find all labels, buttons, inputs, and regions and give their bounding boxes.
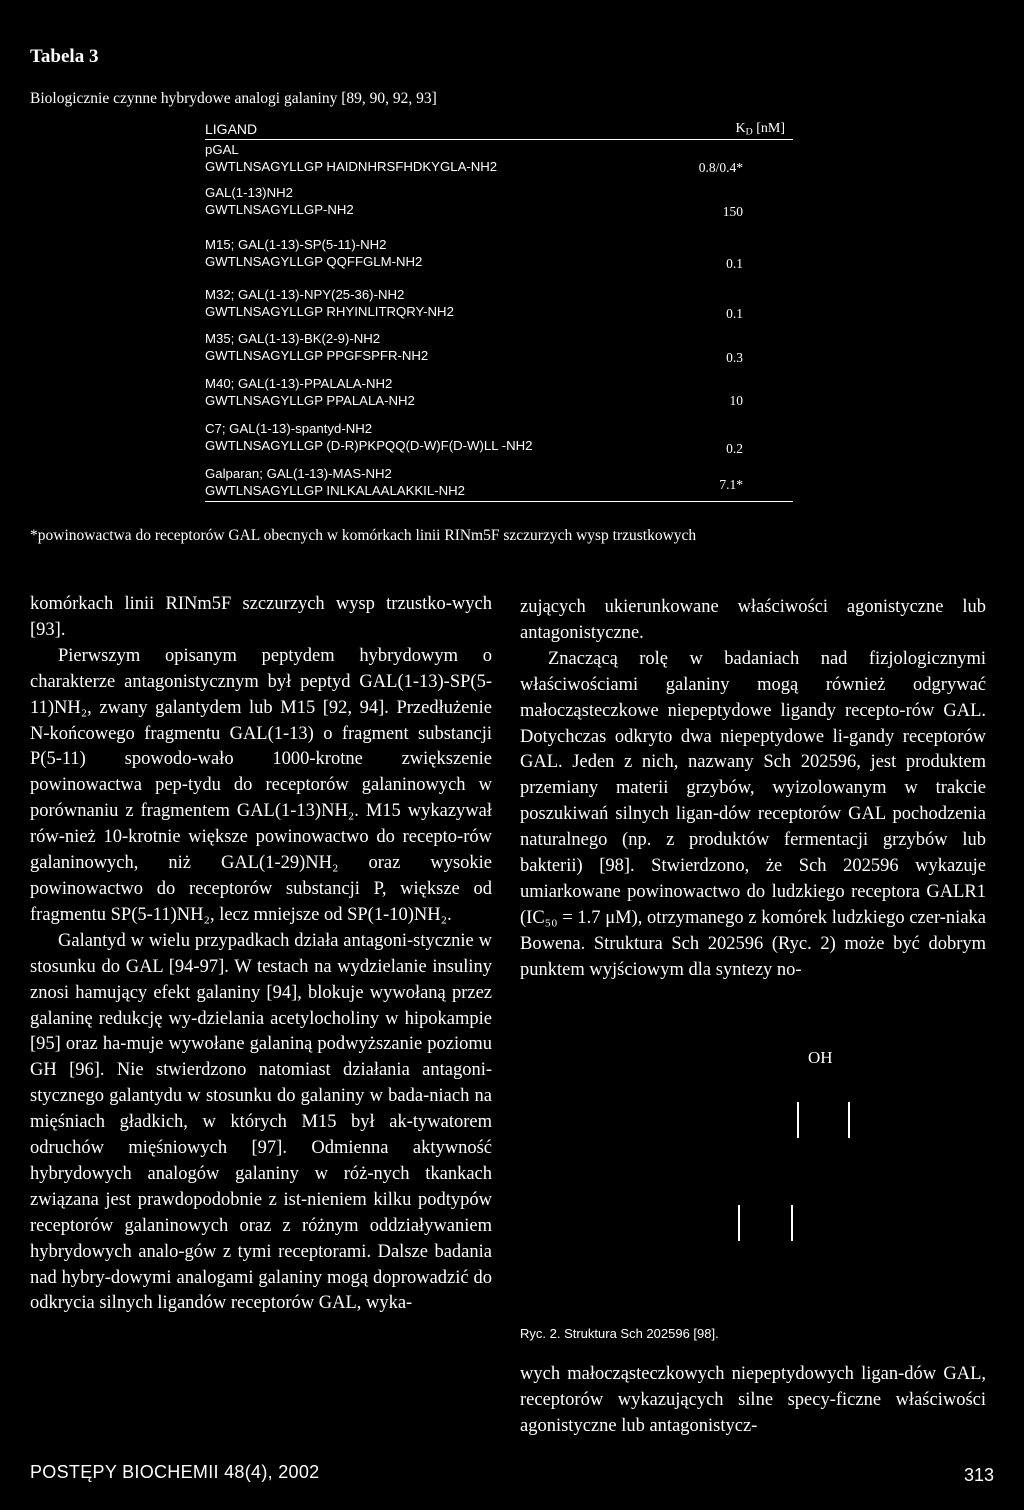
row-kd-value: 0.1 bbox=[726, 306, 743, 321]
row-sequence: GWTLNSAGYLLGP RHYINLITRQRY-NH2 bbox=[205, 304, 454, 319]
row-kd-value: 150 bbox=[722, 204, 743, 219]
table-row bbox=[205, 465, 793, 499]
row-sequence: GWTLNSAGYLLGP PPALALA-NH2 bbox=[205, 393, 415, 408]
table-row bbox=[205, 184, 793, 218]
row-sequence: GWTLNSAGYLLGP PPGFSPFR-NH2 bbox=[205, 348, 429, 363]
table-row bbox=[205, 286, 793, 320]
row-sequence: GWTLNSAGYLLGP QQFFGLM-NH2 bbox=[205, 254, 423, 269]
page-number: 313 bbox=[963, 1465, 994, 1485]
journal-footer: POSTĘPY BIOCHEMII 48(4), 2002 bbox=[30, 1462, 320, 1482]
right-column-continued bbox=[520, 1362, 986, 1440]
chemical-structure-figure bbox=[780, 1040, 900, 1320]
row-sequence: GWTLNSAGYLLGP INLKALAALAKKIL-NH2 bbox=[205, 483, 465, 498]
header-ligand: LIGAND bbox=[205, 121, 258, 137]
row-label: pGAL bbox=[205, 142, 239, 157]
row-sequence: GWTLNSAGYLLGP-NH2 bbox=[205, 202, 354, 217]
table-rule-bottom bbox=[205, 501, 793, 502]
row-label: M35; GAL(1-13)-BK(2-9)-NH2 bbox=[205, 331, 381, 346]
row-label: GAL(1-13)NH2 bbox=[205, 185, 293, 200]
table-caption: Biologicznie czynne hybrydowe analogi galaniny [89, 90, 92, 93] bbox=[30, 90, 437, 107]
row-kd-value: 0.2 bbox=[726, 441, 743, 456]
row-kd-value: 0.8/0.4* bbox=[698, 160, 743, 175]
row-label: M15; GAL(1-13)-SP(5-11)-NH2 bbox=[205, 237, 387, 252]
row-kd-value: 7.1* bbox=[719, 477, 743, 492]
row-label: M40; GAL(1-13)-PPALALA-NH2 bbox=[205, 376, 393, 391]
paragraph: Pierwszym opisanym peptydem hybrydowym o charakterze antagonistycznym był peptyd GAL(1-13)-SP(5-11)NH₂, zwany galantydem lub M15 [92, 94]. Przedłużenie N-końcowego fragmentu GAL(1-13) o fragment substancji P(5-11) spowodo-wało 1000-krotne zwiększenie powinowactwa pep-tydu do receptorów galaninowych w porównaniu z fragmentem GAL(1-13)NH₂. M15 wykazywał rów-nież 10-krotnie większe powinowactwo do recepto-rów galaninowych, niż GAL(1-29)NH₂ oraz wysokie powinowactwo do receptorów substancji P, większe od fragmentu SP(5-11)NH₂, lecz mniejsze od SP(1-10)NH₂. bbox=[30, 645, 492, 925]
bond-line bbox=[738, 1205, 740, 1241]
row-sequence: GWTLNSAGYLLGP HAIDNHRSFHDKYGLA-NH2 bbox=[205, 159, 498, 174]
bond-line bbox=[797, 1102, 799, 1138]
oh-label: OH bbox=[808, 1048, 833, 1067]
bond-line bbox=[791, 1205, 793, 1241]
figure-caption: Ryc. 2. Struktura Sch 202596 [98]. bbox=[520, 1326, 719, 1341]
paragraph: wych małocząsteczkowych niepeptydowych ligan-dów GAL, receptorów wykazujących silne specy-ficzne właściwości agonistyczne lub antagonistycz- bbox=[520, 1364, 986, 1436]
row-label: Galparan; GAL(1-13)-MAS-NH2 bbox=[205, 466, 392, 481]
row-kd-value: 10 bbox=[729, 393, 743, 408]
row-kd-value: 0.3 bbox=[726, 350, 743, 365]
row-label: C7; GAL(1-13)-spantyd-NH2 bbox=[205, 421, 373, 436]
right-column bbox=[520, 595, 986, 984]
bond-line bbox=[848, 1102, 850, 1138]
header-kd: $K_D$ [nM] bbox=[735, 121, 785, 138]
row-sequence: GWTLNSAGYLLGP (D-R)PKPQQ(D-W)F(D-W)LL -NH2 bbox=[205, 438, 533, 453]
paragraph: komórkach linii RINm5F szczurzych wysp trzustko-wych [93]. bbox=[30, 594, 492, 640]
table-rule-top bbox=[205, 139, 793, 140]
row-label: M32; GAL(1-13)-NPY(25-36)-NH2 bbox=[205, 287, 405, 302]
paragraph: zujących ukierunkowane właściwości agonistyczne lub antagonistyczne. bbox=[520, 597, 986, 643]
table-row bbox=[205, 330, 793, 364]
paragraph: Galantyd w wielu przypadkach działa antagoni-stycznie w stosunku do GAL [94-97]. W testach na wydzielanie insuliny znosi hamujący efekt galaniny [94], blokuje wywołaną przez galaninę redukcję wy-dzielania acetylocholiny w hipokampie [95] oraz ha-muje wywołane galaniną podwyższanie poziomu GH [96]. Nie stwierdzono natomiast działania antagoni-stycznego galantydu w stosunku do galaniny w bada-niach na mięśniach gładkich, w których M15 był ak-tywatorem odruchów mięśniowych [97]. Odmienna aktywność hybrydowych analogów galaniny w róż-nych tkankach związana jest prawdopodobnie z ist-nieniem kilku podtypów receptorów galaninowych oraz z różnym oddziaływaniem hybrydowych analo-gów z tymi receptorami. Dalsze badania nad hybry-dowymi analogami galaniny mogą doprowadzić do odkrycia silnych ligandów receptorów GAL, wyka- bbox=[30, 930, 492, 1314]
table-row bbox=[205, 141, 793, 175]
table-title: Tabela 3 bbox=[30, 46, 99, 67]
row-kd-value: 0.1 bbox=[726, 256, 743, 271]
table-row bbox=[205, 420, 793, 454]
table-row bbox=[205, 375, 793, 409]
table-row bbox=[205, 236, 793, 270]
table-footnote: *powinowactwa do receptorów GAL obecnych w komórkach linii RINm5F szczurzych wysp trzustkowych bbox=[30, 527, 697, 544]
paragraph: Znaczącą rolę w badaniach nad fizjologicznymi właściwościami galaniny mogą również odgrywać małocząsteczkowe niepeptydowe ligandy recepto-rów GAL. Dotychczas odkryto dwa niepeptydowe li-gandy receptorów GAL. Jeden z nich, nazwany Sch 202596, jest produktem przemiany materii grzybów, wyizolowanym w trakcie poszukiwań silnych ligan-dów receptorów GAL pochodzenia naturalnego (np. z produktów fermentacji grzybów lub bakterii) [98]. Stwierdzono, że Sch 202596 wykazuje umiarkowane powinowactwo do ludzkiego receptora GALR1 (IC₅₀ = 1.7 μM), otrzymanego z komórek ludzkiego czer-niaka Bowena. Struktura Sch 202596 (Ryc. 2) może być dobrym punktem wyjściowym dla syntezy no- bbox=[520, 648, 986, 980]
left-column bbox=[30, 592, 492, 1317]
